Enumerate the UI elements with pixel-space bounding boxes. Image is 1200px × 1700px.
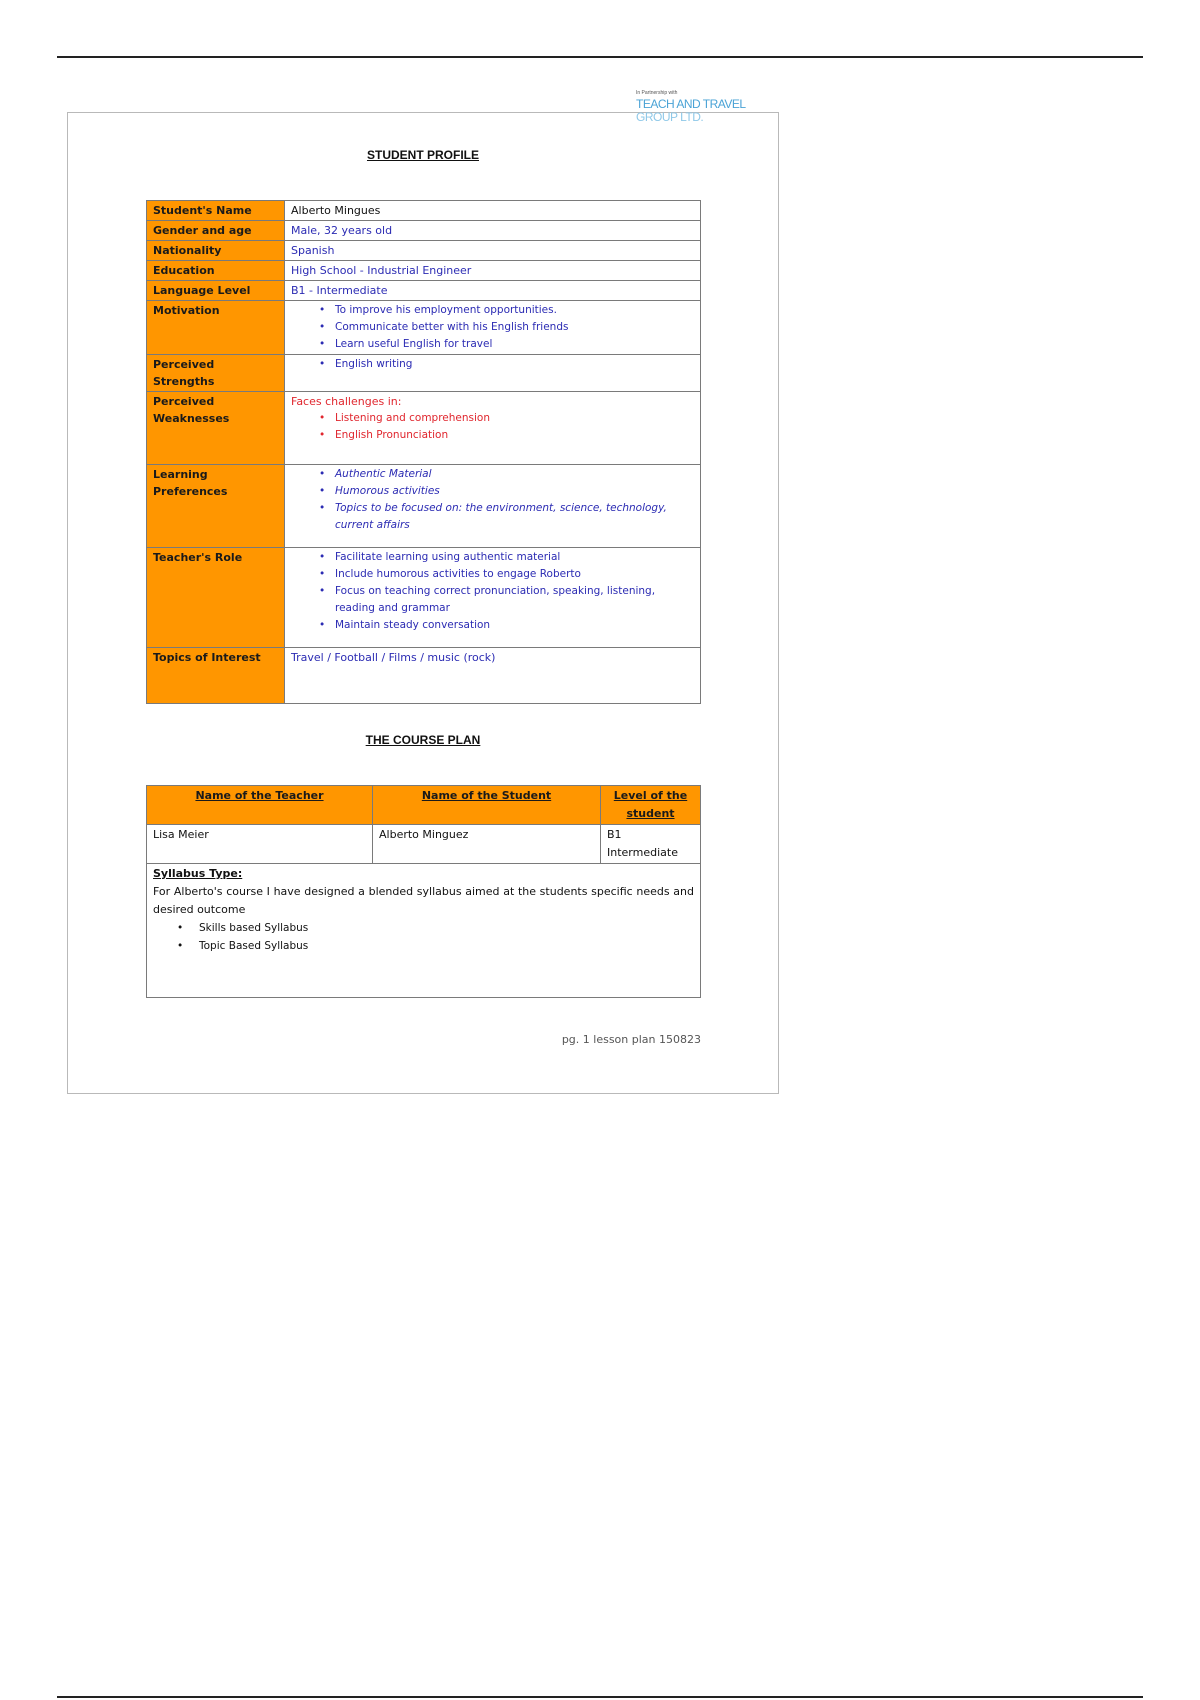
topics-value: Travel / Football / Films / music (rock) xyxy=(285,648,701,704)
student-profile-table xyxy=(146,200,701,704)
table-row xyxy=(147,301,701,355)
education-label: Education xyxy=(147,261,285,281)
gender-value: Male, 32 years old xyxy=(285,221,701,241)
teacher-column-header: Name of the Teacher xyxy=(147,786,373,825)
teacher-role-list xyxy=(291,549,694,634)
level-column-header: Level of the student xyxy=(601,786,701,825)
list-item: • Include humorous activities to engage Roberto xyxy=(321,566,694,583)
list-item: • Humorous activities xyxy=(321,483,694,500)
list-item: • Topic Based Syllabus xyxy=(177,937,694,955)
weaknesses-value xyxy=(285,392,701,465)
page-top-rule xyxy=(57,56,1143,58)
table-row xyxy=(147,281,701,301)
list-item: • Learn useful English for travel xyxy=(321,336,694,353)
language-level-label: Language Level xyxy=(147,281,285,301)
preferences-value xyxy=(285,465,701,548)
language-level-value: B1 - Intermediate xyxy=(285,281,701,301)
motivation-value xyxy=(285,301,701,355)
teacher-role-value xyxy=(285,548,701,648)
table-row xyxy=(147,465,701,548)
strengths-list xyxy=(291,356,694,373)
teacher-role-label: Teacher's Role xyxy=(147,548,285,648)
list-item: • Maintain steady conversation xyxy=(321,617,694,634)
list-item: • Skills based Syllabus xyxy=(177,919,694,937)
list-item: • Communicate better with his English friends xyxy=(321,319,694,336)
strengths-value xyxy=(285,355,701,392)
strengths-label: Perceived Strengths xyxy=(147,355,285,392)
table-row xyxy=(147,201,701,221)
list-item: • Listening and comprehension xyxy=(321,410,694,427)
logo-line-1: TEACH AND TRAVEL xyxy=(636,97,746,111)
motivation-list xyxy=(291,302,694,353)
table-row xyxy=(147,261,701,281)
motivation-label: Motivation xyxy=(147,301,285,355)
list-item: • Authentic Material xyxy=(321,466,694,483)
teacher-name-cell: Lisa Meier xyxy=(147,825,373,864)
logo-tagline: In Partnership with xyxy=(636,90,678,96)
name-value: Alberto Mingues xyxy=(285,201,701,221)
syllabus-title: Syllabus Type: xyxy=(153,867,243,880)
topics-label: Topics of Interest xyxy=(147,648,285,704)
nationality-label: Nationality xyxy=(147,241,285,261)
preferences-list xyxy=(291,466,694,534)
student-profile-heading: STUDENT PROFILE xyxy=(366,148,479,162)
page-bottom-rule xyxy=(57,1696,1143,1698)
course-plan-table xyxy=(146,785,701,998)
partner-logo xyxy=(636,90,746,124)
table-header-row xyxy=(147,786,701,825)
list-item: • Facilitate learning using authentic material xyxy=(321,549,694,566)
weaknesses-label: Perceived Weaknesses xyxy=(147,392,285,465)
weaknesses-intro: Faces challenges in: xyxy=(291,395,402,408)
syllabus-description: For Alberto's course I have designed a blended syllabus aimed at the students specific needs and desired outcome xyxy=(153,885,694,916)
table-row xyxy=(147,648,701,704)
table-row xyxy=(147,864,701,998)
page-footer: pg. 1 lesson plan 150823 xyxy=(561,1033,701,1046)
student-column-header: Name of the Student xyxy=(373,786,601,825)
table-row xyxy=(147,221,701,241)
syllabus-cell xyxy=(147,864,701,998)
list-item: • English writing xyxy=(321,356,694,373)
list-item: • Focus on teaching correct pronunciation, speaking, listening, reading and grammar xyxy=(321,583,694,617)
table-row xyxy=(147,392,701,465)
list-item: • English Pronunciation xyxy=(321,427,694,444)
education-value: High School - Industrial Engineer xyxy=(285,261,701,281)
logo-line-2: GROUP LTD. xyxy=(636,110,704,124)
list-item: • Topics to be focused on: the environment, science, technology, current affairs xyxy=(321,500,694,534)
name-label: Student's Name xyxy=(147,201,285,221)
table-row xyxy=(147,355,701,392)
syllabus-list xyxy=(153,919,694,955)
nationality-value: Spanish xyxy=(285,241,701,261)
list-item: • To improve his employment opportunities. xyxy=(321,302,694,319)
preferences-label: Learning Preferences xyxy=(147,465,285,548)
gender-label: Gender and age xyxy=(147,221,285,241)
student-name-cell: Alberto Minguez xyxy=(373,825,601,864)
table-row xyxy=(147,825,701,864)
table-row xyxy=(147,548,701,648)
student-level-cell: B1 Intermediate xyxy=(601,825,701,864)
course-plan-heading: THE COURSE PLAN xyxy=(365,733,481,747)
weaknesses-list xyxy=(291,410,694,444)
table-row xyxy=(147,241,701,261)
